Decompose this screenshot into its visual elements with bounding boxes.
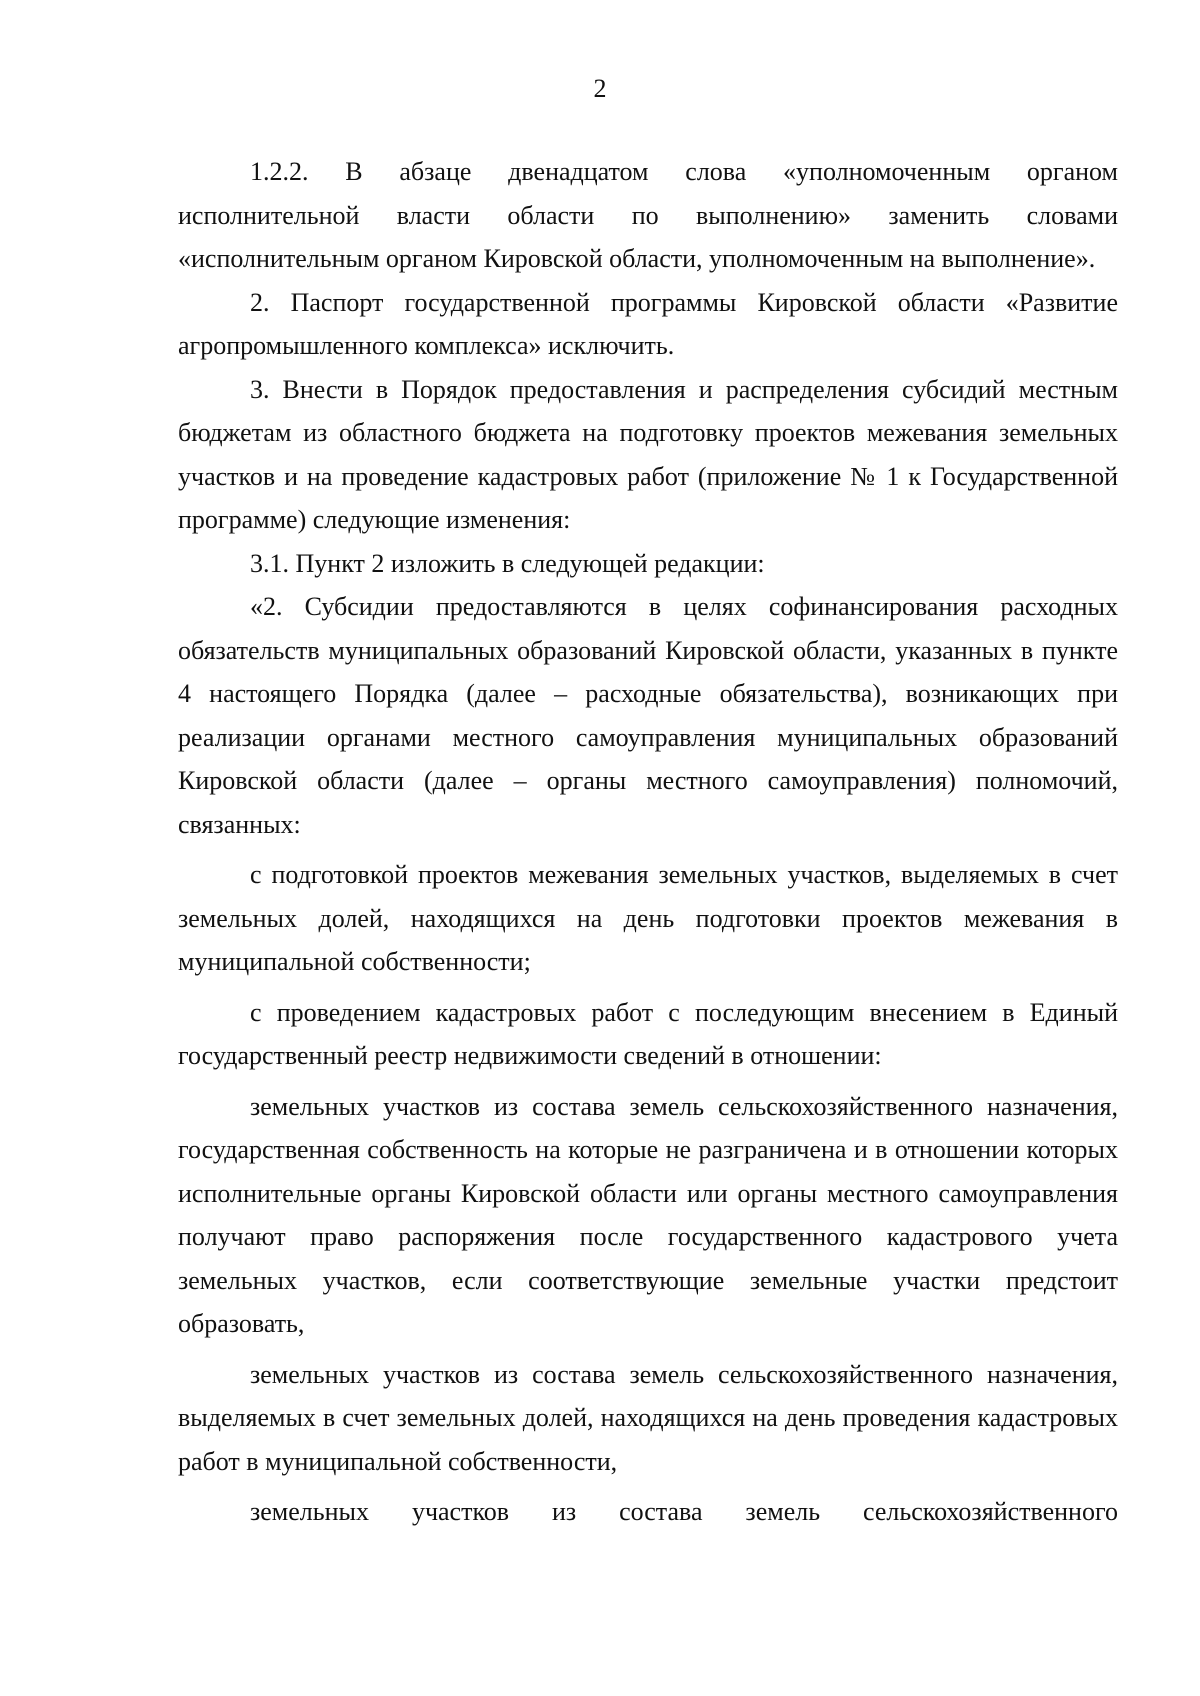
paragraph-cadastral-works: с проведением кадастровых работ с последующим внесением в Единый государственный реестр недвижимости сведений в отношении: <box>178 997 1118 1070</box>
paragraph-1-2-2: 1.2.2. В абзаце двенадцатом слова «уполномоченным органом исполнительной власти области по выполнению» заменить словами «исполнительным органом Кировской области, уполномоченным на выполнение». <box>178 157 1118 273</box>
paragraph-land-shares: земельных участков из состава земель сельскохозяйственного назначения, выделяемых в счет земельных долей, находящихся на день проведения кадастровых работ в муниципальной собственности, <box>178 1359 1118 1476</box>
paragraph-agricultural-land: земельных участков из состава земель сельскохозяйственного <box>250 1497 1118 1526</box>
paragraph-3: 3. Внести в Порядок предоставления и распределения субсидий местным бюджетам из областного бюджета на подготовку проектов межевания земельных участков и на проведение кадастровых работ (приложение № 1 к Государственной программе) следующие изменения: <box>178 374 1118 534</box>
paragraph-land-survey-projects: с подготовкой проектов межевания земельных участков, выделяемых в счет земельных долей, находящихся на день подготовки проектов межевания в муниципальной собственности; <box>178 860 1118 976</box>
page-number: 2 <box>593 74 607 103</box>
paragraph-3-1: 3.1. Пункт 2 изложить в следующей редакции: <box>250 548 765 578</box>
paragraph-unallocated-land: земельных участков из состава земель сельскохозяйственного назначения, государственная собственность на которые не разграничена и в отношении которых исполнительные органы Кировской области или органы местного самоуправления получают право распоряжения после государственного кадастрового учета земельных участков, если соответствующие земельные участки предстоит образовать, <box>178 1091 1118 1338</box>
document-body <box>178 150 1118 1534</box>
paragraph-subsidy-purpose: «2. Субсидии предоставляются в целях софинансирования расходных обязательств муниципальных образований Кировской области, указанных в пункте 4 настоящего Порядка (далее – расходные обязательства), возникающих при реализации органами местного самоуправления муниципальных образований Кировской области (далее – органы местного самоуправления) полномочий, связанных: <box>178 592 1118 839</box>
paragraph-2: 2. Паспорт государственной программы Кировской области «Развитие агропромышленного комплекса» исключить. <box>178 287 1118 360</box>
